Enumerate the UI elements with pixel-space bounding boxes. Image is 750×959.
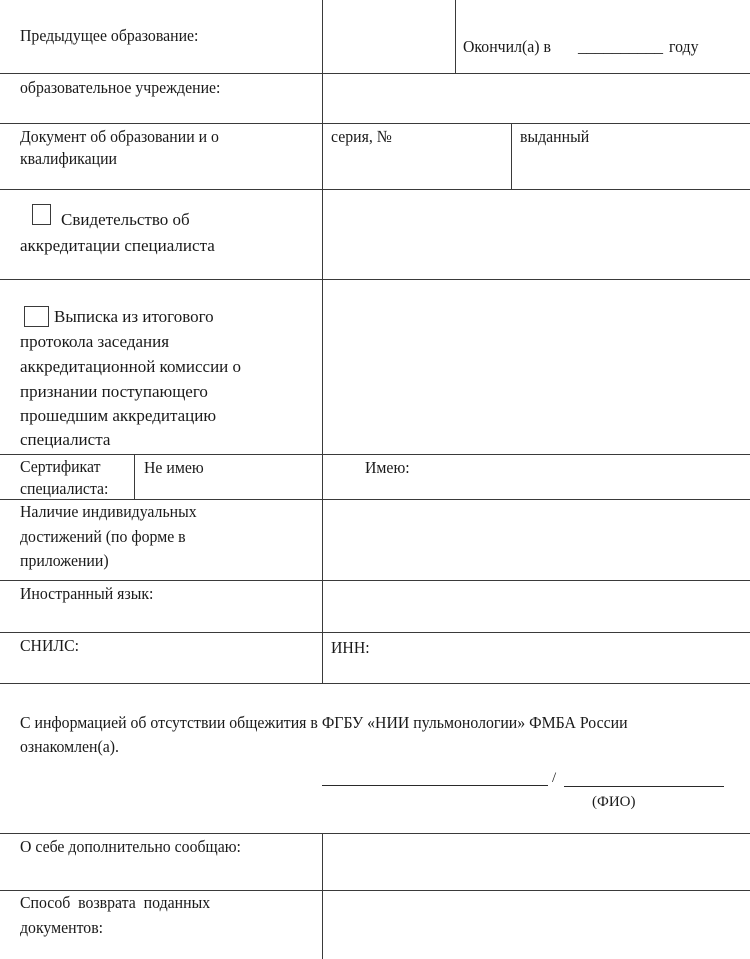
accreditation-protocol-checkbox[interactable] [24,306,49,327]
institution-label: образовательное учреждение: [20,78,221,97]
foreign-language-label: Иностранный язык: [20,584,154,603]
graduated-suffix: году [669,37,699,56]
inn-label: ИНН: [331,638,370,657]
graduated-year-blank[interactable]: __________ [578,37,663,56]
document-series-field[interactable] [323,124,511,189]
accreditation-protocol-label-1: Выписка из итогового [54,307,214,326]
snils-field[interactable] [0,633,322,683]
additional-info-field[interactable] [323,834,750,890]
certificate-option-have[interactable] [323,455,750,499]
achievements-field[interactable] [323,500,750,580]
certificate-none-label: Не имею [144,458,204,477]
accreditation-certificate-field[interactable] [323,190,750,279]
dormitory-notice-line-1: С информацией об отсутствии общежития в ФГБУ «НИИ пульмонологии» ФМБА России [20,713,628,732]
document-issued-field[interactable] [512,124,750,189]
accreditation-certificate-label-2: аккредитации специалиста [20,236,215,255]
graduated-year-field[interactable] [456,0,750,73]
document-issued-label: выданный [520,127,590,146]
accreditation-protocol-label-4: признании поступающего [20,382,208,401]
accreditation-protocol-label-5: прошедшим аккредитацию [20,406,217,425]
certificate-option-none[interactable] [135,455,322,499]
achievements-label-2: достижений (по форме в [20,527,186,546]
prev-education-label: Предыдущее образование: [20,26,199,45]
specialist-certificate-label-2: специалиста: [20,479,109,498]
signature-separator: / [552,770,557,786]
accreditation-protocol-label-3: аккредитационной комиссии о [20,357,242,376]
return-method-field[interactable] [323,891,750,959]
return-method-label-1: Способ возврата поданных [20,893,211,912]
accreditation-protocol-label-6: специалиста [20,430,111,449]
education-document-label-2: квалификации [20,149,117,168]
accreditation-protocol-field[interactable] [323,280,750,454]
additional-info-label: О себе дополнительно сообщаю: [20,837,241,856]
achievements-label-1: Наличие индивидуальных [20,502,197,521]
row-divider [0,683,750,684]
institution-field[interactable] [323,74,750,123]
specialist-certificate-label-1: Сертификат [20,457,101,476]
full-name-caption: (ФИО) [592,794,636,810]
prev-education-field[interactable] [323,0,455,73]
education-document-label-1: Документ об образовании и о [20,127,219,146]
accreditation-certificate-checkbox[interactable] [32,204,51,225]
document-series-label: серия, № [331,127,392,146]
return-method-label-2: документов: [20,918,104,937]
inn-field[interactable] [323,633,750,683]
certificate-have-label: Имею: [365,458,410,477]
foreign-language-field[interactable] [323,581,750,632]
full-name-line[interactable] [564,786,724,787]
signature-line[interactable] [322,785,548,786]
snils-label: СНИЛС: [20,636,80,655]
achievements-label-3: приложении) [20,551,109,570]
accreditation-certificate-label-1: Свидетельство об [61,210,190,229]
dormitory-notice-line-2: ознакомлен(а). [20,737,119,756]
graduated-prefix: Окончил(а) в [463,37,551,56]
accreditation-protocol-label-2: протокола заседания [20,332,170,351]
